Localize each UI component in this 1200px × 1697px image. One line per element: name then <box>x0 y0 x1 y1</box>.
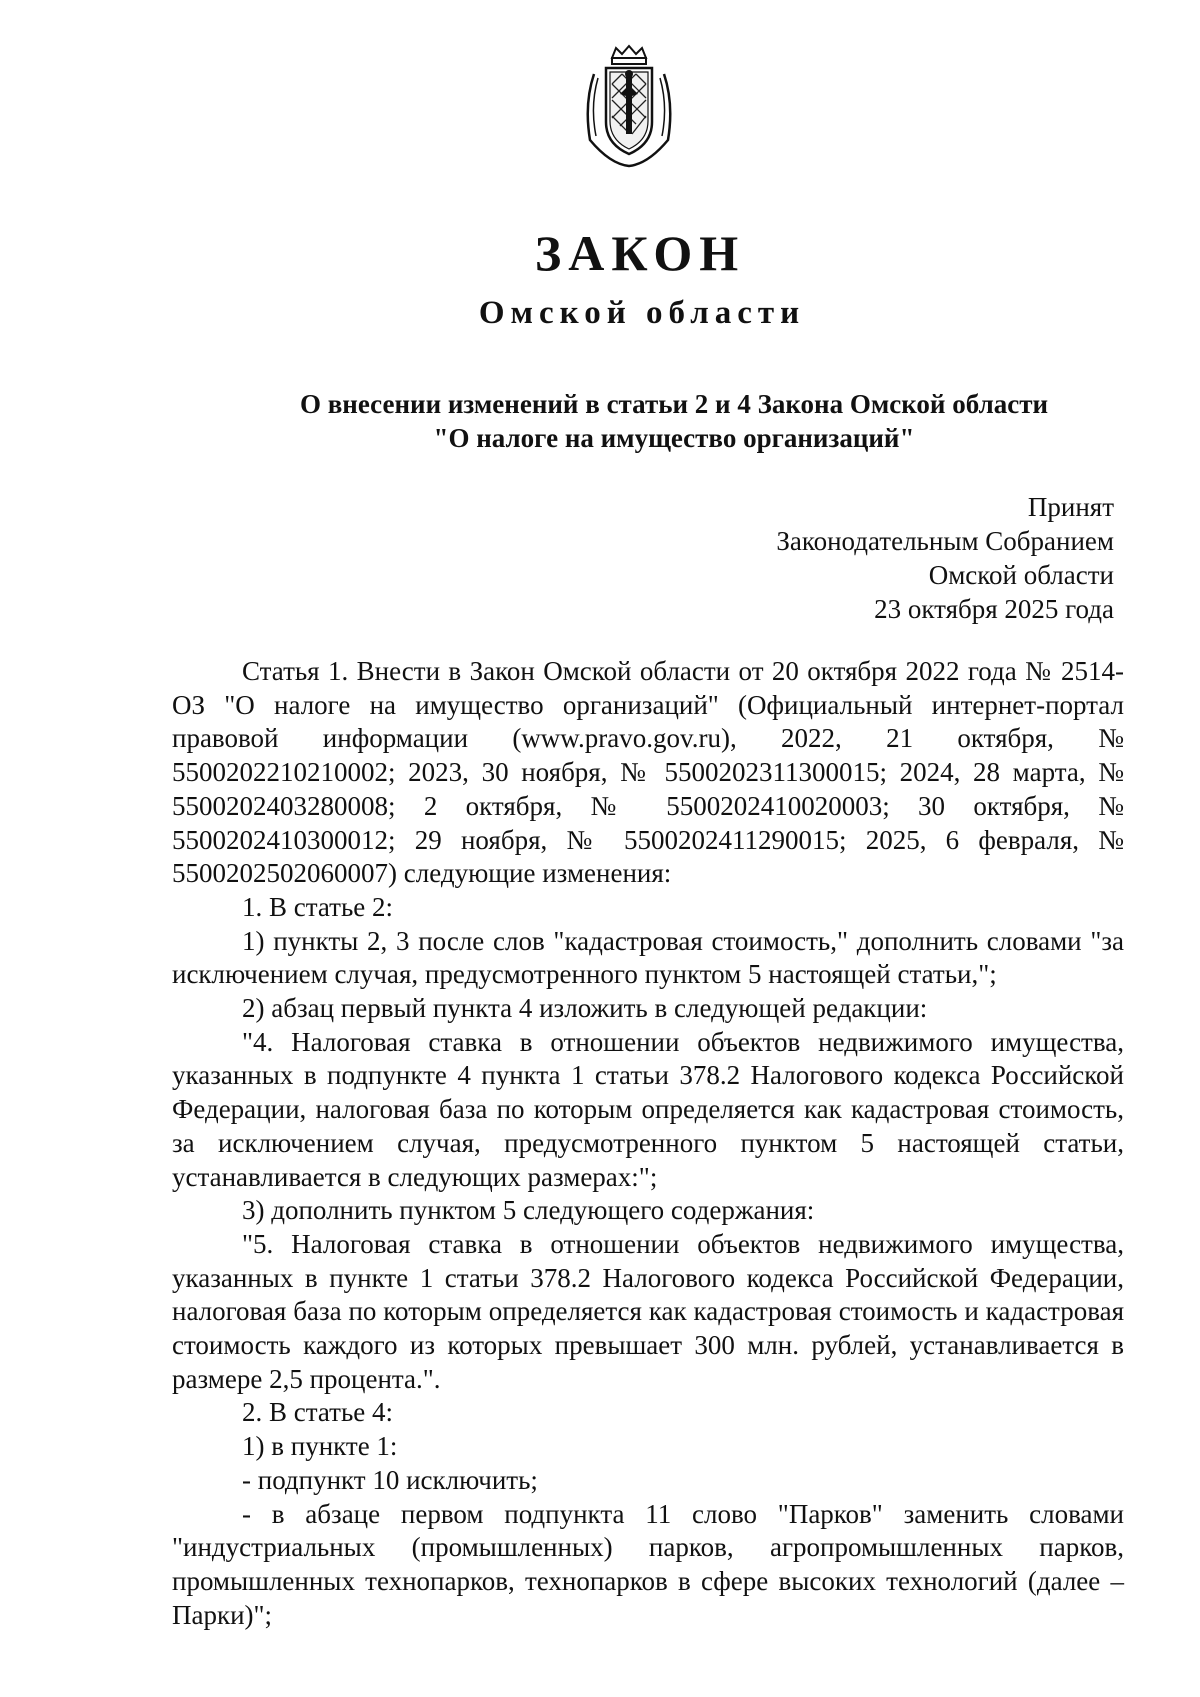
law-heading <box>220 387 1128 455</box>
paragraph: 2) абзац первый пункта 4 изложить в следующей редакции: <box>242 993 928 1024</box>
paragraph: - подпункт 10 исключить; <box>242 1464 538 1495</box>
adoption-line-3: Омской области <box>928 560 1114 590</box>
paragraph: "4. Налоговая ставка в отношении объектов недвижимого имущества, указанных в подпункте 4 пункта 1 статьи 378.2 Налогового кодекса Российской Федерации, налоговая база по которым определяется как кадастровая стоимость, за исключением случая, предусмотренного пунктом 5 настоящей статьи, устанавливается в следующих размерах:"; <box>172 1026 1124 1192</box>
document-subtitle: Омской области <box>478 295 806 331</box>
paragraph: - в абзаце первом подпункта 11 слово "Парков" заменить словами "индустриальных (промышленных) парков, агропромышленных парков, промышленных технопарков, технопарков в сфере высоких технологий (далее – Парки)"; <box>172 1498 1124 1630</box>
paragraph: 1) пункты 2, 3 после слов "кадастровая стоимость," дополнить словами "за исключением случая, предусмотренного пунктом 5 настоящей статьи,"; <box>172 925 1124 990</box>
article-1-paragraph: Статья 1. Внести в Закон Омской области от 20 октября 2022 года № 2514-ОЗ "О налоге на имущество организаций" (Официальный интернет-портал правовой информации (www.pravo.gov.ru), 2022, 21 октября, № 5500202210210002; 2023, 30 ноября, № 5500202311300015; 2024, 28 марта, № 5500202403280008; 2 октября, № 5500202410020003; 30 октября, № 5500202410300012; 29 ноября, № 5500202411290015; 2025, 6 февраля, № 5500202502060007) следующие изменения: <box>172 656 1124 889</box>
law-heading-line2: "О налоге на имущество организаций" <box>433 423 915 453</box>
paragraph: 3) дополнить пунктом 5 следующего содержания: <box>242 1195 815 1226</box>
paragraph: "5. Налоговая ставка в отношении объектов недвижимого имущества, указанных в пункте 1 статьи 378.2 Налогового кодекса Российской Федерации, налоговая база по которым определяется как кадастровая стоимость и кадастровая стоимость каждого из которых превышает 300 млн. рублей, устанавливается в размере 2,5 процента.". <box>172 1228 1124 1394</box>
law-heading-line1: О внесении изменений в статьи 2 и 4 Закона Омской области <box>299 389 1049 419</box>
paragraph: 2. В статье 4: <box>242 1397 394 1428</box>
adoption-line-1: Принят <box>1027 492 1114 522</box>
paragraph: 1) в пункте 1: <box>242 1431 398 1462</box>
adoption-line-2: Законодательным Собранием <box>776 526 1114 556</box>
paragraph: 1. В статье 2: <box>242 891 394 922</box>
omsk-coat-of-arms-emblem <box>580 44 678 168</box>
adoption-block <box>776 490 1114 626</box>
document-title: ЗАКОН <box>534 225 746 281</box>
document-body <box>172 655 1124 1632</box>
adoption-date: 23 октября 2025 года <box>874 594 1114 624</box>
